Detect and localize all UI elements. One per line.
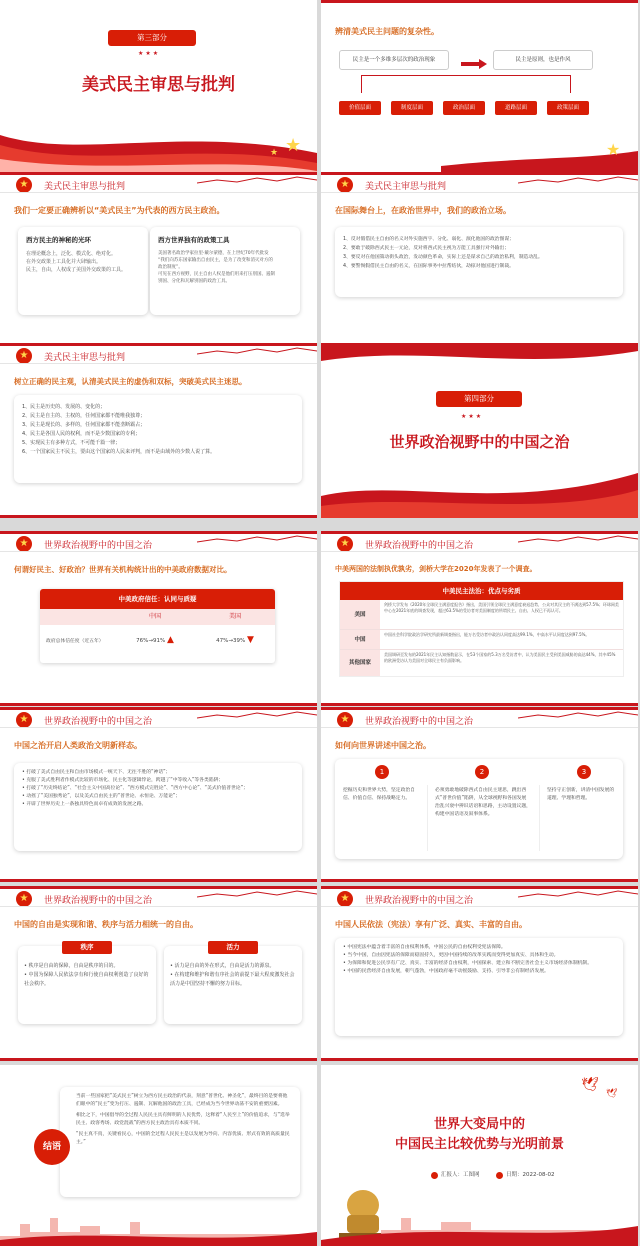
card-line: 美国著名政治学家拉里·戴尔蒙德，在上世纪70年代批发 <box>158 251 269 256</box>
vitality-card <box>164 946 302 1024</box>
great-wall-icon <box>518 534 638 544</box>
reporter: 汇报人：工图网 <box>441 1172 480 1178</box>
slide-subtitle: 我们一定要正确辨析以“美式民主”为代表的西方民主政治。 <box>14 206 225 215</box>
great-wall-icon <box>197 175 317 185</box>
conclusion-para: 相比之下，中国倡导的全过程人民民主具有鲜明的人民优势，这释着“人民至上”的价值追求，与“选举民主、政客秀场、政党混战”的西方民主政治具有本质不同。 <box>76 1113 290 1126</box>
slide-header <box>0 343 317 365</box>
table-title: 中美民主法治：优点与劣质 <box>340 582 623 600</box>
freedom-list-card <box>335 938 623 1036</box>
list-item: • 开辟了世界历史上一条独具特色而卓有成效的发展之路。 <box>22 802 147 807</box>
slide-subtitle: 中国人民依法（宪法）享有广泛、真实、丰富的自由。 <box>335 920 527 929</box>
header-title: 世界政治视野中的中国之治 <box>365 896 474 906</box>
slide-header <box>321 886 638 908</box>
list-item: • 秩序是自由的保障，自由是秩序的目的。 <box>24 963 119 969</box>
party-emblem-icon: ★ <box>16 891 32 907</box>
slide-subtitle: 在国际舞台上，在政治世界中，我们的政治立场。 <box>335 206 511 215</box>
card-line: 在理论概念上，泛化、模式化、绝对化。 <box>26 251 117 257</box>
red-wave-decoration <box>0 115 317 175</box>
law-table <box>339 581 624 677</box>
num-badge: 3 <box>577 765 591 779</box>
card-title: 西方世界独有的政策工具 <box>158 236 230 244</box>
red-wave-top-decoration <box>321 343 638 373</box>
card-line: 别国、分化和瓦解别国的政治工具。 <box>158 279 230 284</box>
list-item: 2、民主是自主的、主权的，任何国家都不能唯我独尊； <box>22 413 146 419</box>
section-title: 世界政治视野中的中国之治 <box>389 433 570 451</box>
slide-header <box>0 172 317 194</box>
slide-subtitle: 辨清美式民主问题的复杂性。 <box>335 27 439 36</box>
trust-table <box>40 589 275 663</box>
slide-9-new-form[interactable] <box>0 707 317 882</box>
slide-14-closing[interactable] <box>321 1065 638 1246</box>
democracy-list-card <box>14 395 302 483</box>
list-item: 3、民主是现长的、多样的，任何国家都不能垄断霸占； <box>22 422 146 428</box>
great-wall-icon <box>197 346 317 356</box>
slide-subtitle: 树立正确的民主观，认清美式民主的虚伪和双标，突破美式民主迷思。 <box>14 377 247 386</box>
stars-row: ★★★ <box>461 413 484 420</box>
great-wall-icon <box>197 710 317 720</box>
list-item: • 动摇了“美国独秀论”，以及美式自由民主的“普世论、永恒论、万能论”； <box>22 794 181 799</box>
list-item: 5、实现民主有多种方式，不可能千篇一律； <box>22 440 121 446</box>
col-text: 挖掘历史和世界大势，坚定政治自信、价值自信、保持战略定力。 <box>343 788 415 801</box>
connector-line <box>361 75 571 93</box>
slide-2-complexity[interactable] <box>321 0 638 175</box>
us-trust-value: 47%→39% <box>216 638 246 644</box>
list-item: • 打破了美式自由民主和自由市场模式一统天下、无往不胜的“神话”； <box>22 770 171 775</box>
card-line: 民主，自由，人权成了美国外交政策的工具。 <box>26 267 127 273</box>
slide-header <box>0 886 317 908</box>
slide-header <box>321 0 638 22</box>
slide-13-conclusion[interactable] <box>0 1065 317 1246</box>
dove-icon: 🕊 <box>606 1089 618 1099</box>
great-wall-icon <box>197 889 317 899</box>
col-divider <box>427 785 428 851</box>
list-item: 2、要敢于破除西式民主一元论，反对将西式民主视为万能工具强行对外输出； <box>343 246 510 251</box>
date: 日期：2022-08-02 <box>506 1172 555 1178</box>
vitality-title: 活力 <box>208 941 258 954</box>
red-wave-decoration <box>321 139 638 175</box>
layer-path: 道路层面 <box>495 101 537 115</box>
card-line: 可见在西方视野，民主自由人权是他们用来打压别国、遏制 <box>158 272 275 277</box>
slide-subtitle: 中美两国的法制执优孰劣，剑桥大学在2020年发表了一个调查。 <box>335 565 537 573</box>
header-title: 世界政治视野中的中国之治 <box>365 541 474 551</box>
slide-header <box>321 172 638 194</box>
list-item: 4、要警惕假借民主自由的名义，在国际事务中拉帮结伙，劫掠对他国进行制裁。 <box>343 264 514 269</box>
list-item: • 中国宪法中蕴含着丰富的自由权利体系，中国公民的自由权利受宪法保障。 <box>343 945 506 950</box>
row-label: 其他国家 <box>340 650 380 676</box>
col-text: 必须勇敢地破除西式自由民主迷思，跳出西式“普世价值”陷阱，从全球视野和各国发展治乱兴衰中辨识话语和思路，主动设置议题，构建中国话语及叙事体系。 <box>435 788 531 817</box>
list-item: 1、民主是历史的、发展的、变化的； <box>22 404 106 410</box>
slide-12-constitutional-freedom[interactable] <box>321 886 638 1061</box>
great-wall-icon <box>197 534 317 544</box>
dove-icon: 🕊 <box>581 1077 599 1093</box>
gold-star-icon: ★ <box>270 148 279 158</box>
header-title: 美式民主审思与批判 <box>44 182 126 192</box>
list-item: • 在构建和维护和谐有序社会的前提下最大程度激发社会活力是中国坚持不懈的努力目标。 <box>170 972 295 987</box>
conclusion-card <box>60 1087 300 1197</box>
party-emblem-icon: ★ <box>337 536 353 552</box>
card-line: “我们向苏东国家输出自由民主，是为了改变和消灭对方的 <box>158 258 273 263</box>
list-item: • 为保障和促进公民享有广泛、真实、丰富的经济自由权利，中国探索、建立和不断完善社会主义市场经济体制机制。 <box>343 961 593 966</box>
num-badge: 1 <box>375 765 389 779</box>
slide-10-tell-story[interactable] <box>321 707 638 882</box>
slide-8-rule-of-law[interactable] <box>321 531 638 706</box>
list-item: • 克服了美式胜利者作模式比较的市场化、民主化等逻辑悖论，跨越了“中等收入”等各类陷阱； <box>22 778 224 783</box>
card-line: 在外交政策上工具化并大肆输出。 <box>26 259 102 265</box>
date-icon <box>496 1172 503 1179</box>
layer-politics: 政治层面 <box>443 101 485 115</box>
num-badge: 2 <box>475 765 489 779</box>
col-text: 坚持守正创新，讲清中国发展的道理、学理和哲理。 <box>547 788 615 801</box>
row-label: 中国 <box>340 630 380 649</box>
slide-subtitle: 中国之治开启人类政治文明新样态。 <box>14 741 142 750</box>
order-title: 秩序 <box>62 941 112 954</box>
col-us: 美国 <box>228 613 241 620</box>
party-emblem-icon: ★ <box>16 177 32 193</box>
slide-4-political-stance[interactable] <box>321 172 638 347</box>
box-left: 民主是一个多维多层次的政治现象 <box>339 50 449 70</box>
section-title: 美式民主审思与批判 <box>82 75 235 95</box>
col-divider <box>539 785 540 851</box>
card-line: 政治制度”。 <box>158 265 183 270</box>
header-title: 美式民主审思与批判 <box>44 353 126 363</box>
list-item: • 中国为保障人民依法享有和行使自由权利创造了良好的社会秩序。 <box>24 972 149 987</box>
party-emblem-icon: ★ <box>16 712 32 728</box>
great-wall-icon <box>518 710 638 720</box>
order-card <box>18 946 156 1024</box>
stars-row: ★★★ <box>138 50 161 57</box>
slide-header <box>0 707 317 729</box>
layer-system: 制度层面 <box>391 101 433 115</box>
row-label: 美国 <box>340 600 380 629</box>
header-title: 世界政治视野中的中国之治 <box>44 717 153 727</box>
list-item: • 打破了“历史终结论”、“社会主义中国高位论”、“西方模式完胜论”、“西方中心论”、“美式价值普世论”； <box>22 786 248 791</box>
list-item: 3、要反对在他国策动街头政治，发动颜色革命，实际上还是谋求自己的政治私利，制造动乱。 <box>343 255 543 260</box>
list-item: 6、一个国家民主不民主，要由这个国家的人民来评判，而不是由域外的少数人说了算。 <box>22 449 216 455</box>
list-item: • 中国的民营经济自由发展，朝气蓬勃，中国政府毫不动摇鼓励、支持、引导非公有制经济发展。 <box>343 969 549 974</box>
tell-story-card <box>335 759 623 859</box>
slide-header <box>321 531 638 553</box>
card-policy-tool <box>150 227 300 315</box>
closing-title-2: 中国民主比较优势与光明前景 <box>394 1137 564 1152</box>
great-wall-icon <box>518 175 638 185</box>
slide-subtitle: 如何向世界讲述中国之治。 <box>335 741 431 750</box>
row-text: 美国调研至发布的2021年民主认知指数显示，在53个国家的5.3万名受访者中，认为美国民主受到美国威胁的高达44%，其中45%的欧洲受访认为美国对全球民主有负面影响。 <box>384 652 616 663</box>
party-emblem-icon: ★ <box>16 348 32 364</box>
part-badge: 第四部分 <box>436 391 522 407</box>
row-text: 剑桥大学发布《2020年全球民主满意度报告》指出，美国引领全球民主满意度衰退趋势，公众对其民主的不满达到57.5%；环球网美中心在2021年底的调查发现，超过63.5%的受访者对美国制度的所谓民主、自由、人权已不再认可。 <box>384 602 619 613</box>
col-china: 中国 <box>148 613 161 620</box>
layer-policy: 政策层面 <box>547 101 589 115</box>
slide-6-part4-title[interactable] <box>321 343 638 518</box>
slide-header <box>321 707 638 729</box>
slide-7-trust-comparison[interactable] <box>0 531 317 706</box>
slide-3-western-democracy[interactable] <box>0 172 317 347</box>
card-mystic-halo <box>18 227 148 315</box>
slide-5-democracy-view[interactable] <box>0 343 317 518</box>
conclusion-para: 当前一些国家把“美式民主”树立为西方民主政治的代表，刻意“普世化、神圣化”，最终目的是要将他们眼中的“民主”变为打压、遏制、瓦解他国的政治工具，已经成为当今世界动荡不安的重要因素。 <box>76 1094 288 1107</box>
arrow-down-icon: ▼ <box>246 635 254 645</box>
conclusion-para: “民主真不真，关键看民心，中国的全过程人民民主是以发展为导向、内容优质、形式有效的高质量民主。” <box>76 1132 290 1145</box>
party-emblem-icon: ★ <box>337 712 353 728</box>
box-right: 民主是原则，也是作风 <box>493 50 593 70</box>
list-item: 4、民主是各国人民的权利，而不是少数国家的专利； <box>22 431 141 437</box>
party-emblem-icon: ★ <box>337 177 353 193</box>
list-item: 1、反对假借民主自由的名义对外实施西字、分化、弱化、演化他国的政治图谋； <box>343 237 514 242</box>
header-title: 世界政治视野中的中国之治 <box>44 541 153 551</box>
table-title: 中美政府信任：认同与质疑 <box>40 589 275 609</box>
row-label: 政府总体信任度（近五年） <box>46 638 104 644</box>
row-text: 中国社会科学院政治学研究所最新调查指出，能万名受访者中政治认同度高达99.1%，中高水平认同度达到97.5%。 <box>384 632 590 637</box>
header-title: 世界政治视野中的中国之治 <box>365 717 474 727</box>
new-form-list-card <box>14 763 302 851</box>
slide-1-part3-title[interactable] <box>0 0 317 175</box>
header-title: 美式民主审思与批判 <box>365 182 447 192</box>
conclusion-badge: 结语 <box>34 1129 70 1165</box>
party-emblem-icon: ★ <box>16 536 32 552</box>
header-title: 世界政治视野中的中国之治 <box>44 896 153 906</box>
list-item: • 当今中国，自由因宪法的保障而稳固持久，更因中国持续的改革实践而变得更加真实、具体和生动。 <box>343 953 559 958</box>
closing-title-1: 世界大变局中的 <box>433 1117 525 1132</box>
reporter-icon <box>431 1172 438 1179</box>
great-wall-icon <box>518 889 638 899</box>
gold-star-icon: ★ <box>285 135 302 156</box>
stance-list-card <box>335 227 623 297</box>
slide-subtitle: 中国的自由是实现和谐、秩序与活力相统一的自由。 <box>14 920 198 929</box>
party-emblem-icon: ★ <box>337 891 353 907</box>
arrow-up-icon: ▲ <box>166 635 174 645</box>
red-wave-decoration <box>321 458 638 518</box>
slide-11-order-vitality[interactable] <box>0 886 317 1061</box>
layer-value: 价值层面 <box>339 101 381 115</box>
china-trust-value: 76%→91% <box>136 638 166 644</box>
skyline-decoration <box>0 1206 317 1246</box>
slide-subtitle: 何谓好民主、好政治？世界有关机构统计出的中美政府数据对比。 <box>14 565 232 574</box>
card-title: 西方民主的神秘的光环 <box>26 236 91 244</box>
list-item: • 活力是自由的外在形式，自由是活力的源泉。 <box>170 963 275 969</box>
arrow-right-icon <box>461 54 487 64</box>
gold-star-icon: ★ <box>606 140 621 159</box>
red-wave-decoration <box>321 1196 638 1246</box>
slide-header <box>0 531 317 553</box>
part-badge: 第三部分 <box>108 30 196 46</box>
